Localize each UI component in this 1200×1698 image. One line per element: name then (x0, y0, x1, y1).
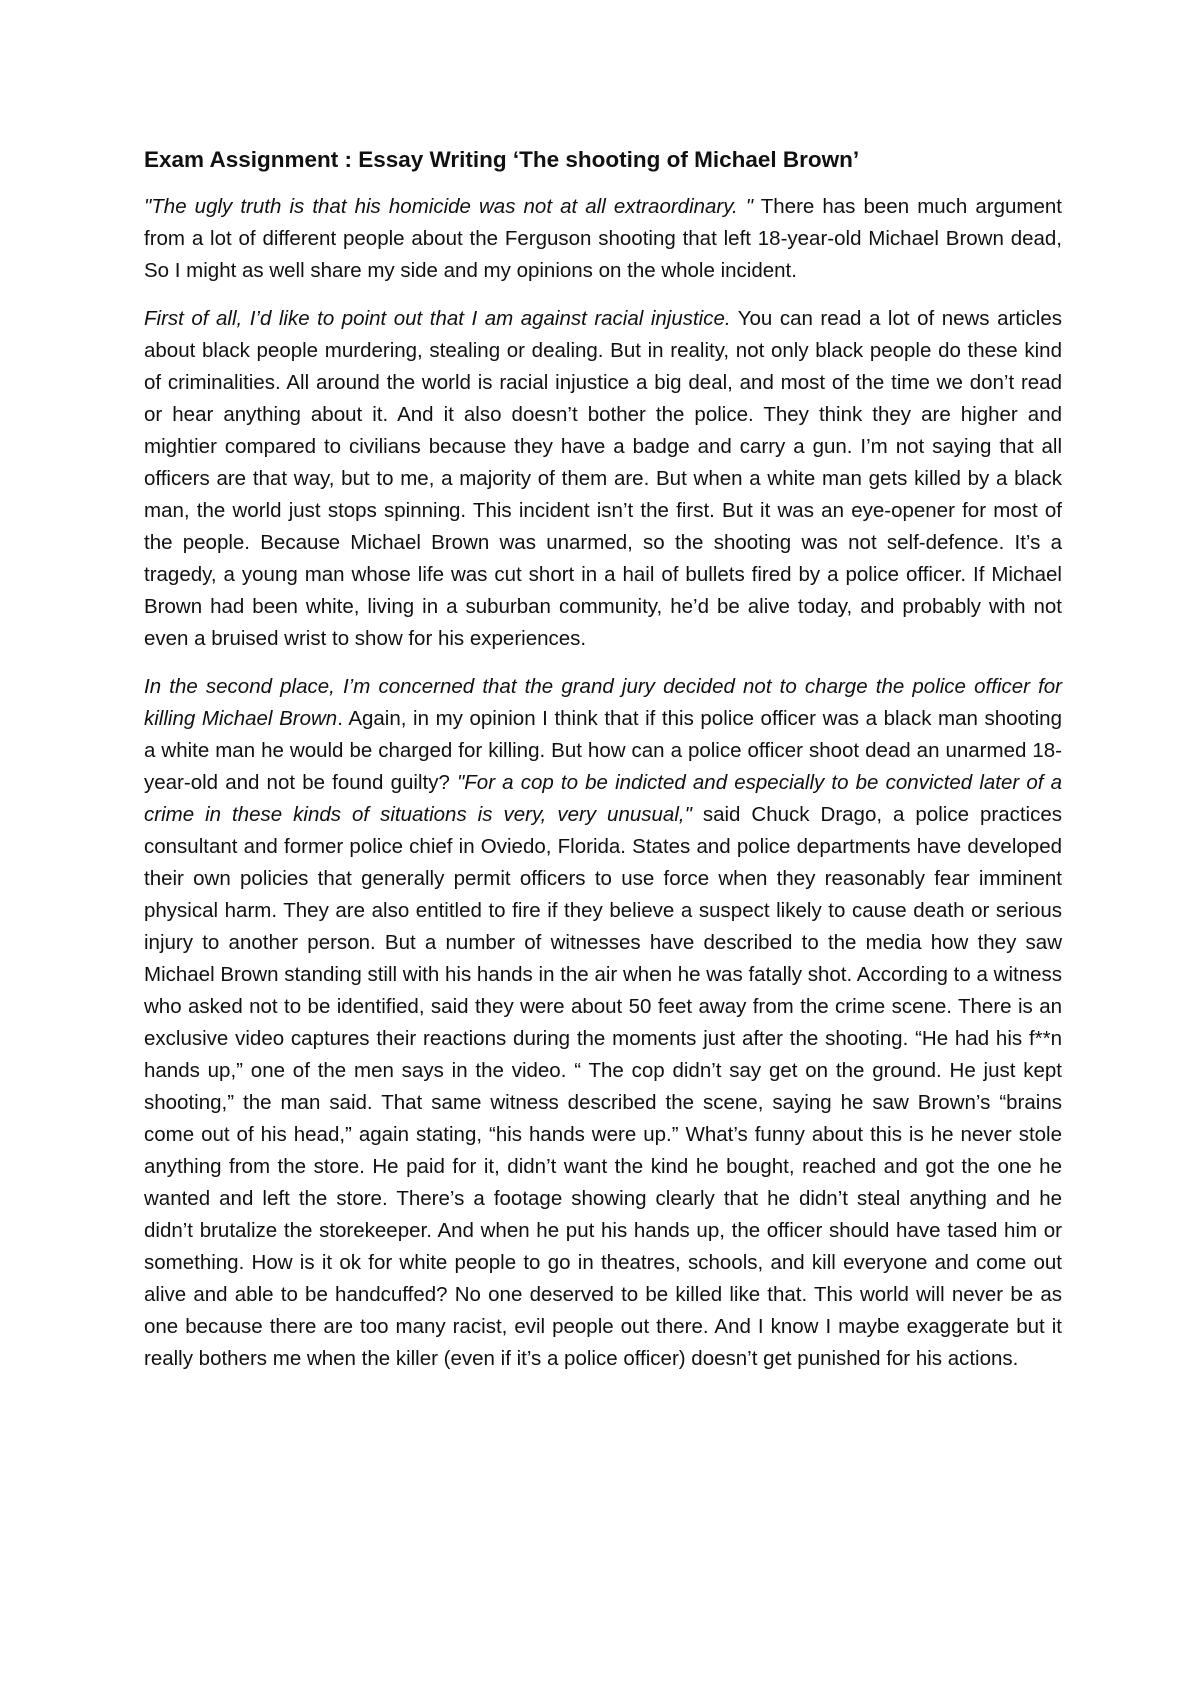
paragraph-intro-text: There has been much argument from a lot of different people about the Ferguson shooting that left 18-year-old Michael Brown dead, So I might as well share my side and my opinions on the whole incident. (144, 195, 1062, 282)
essay-title: Exam Assignment : Essay Writing ‘The shooting of Michael Brown’ (144, 147, 860, 172)
paragraph-intro (144, 191, 1062, 287)
opening-quote: "The ugly truth is that his homicide was not at all extraordinary. " (144, 195, 754, 218)
document-page (144, 145, 1062, 1391)
paragraph-second-point-text: . Again, in my opinion I think that if this police officer was a black man shooting a white man he would be charged for killing. But how can a police officer shoot dead an unarmed 18-year-old and not be found guilty? (144, 707, 1062, 794)
first-point-thesis: First of all, I’d like to point out that I am against racial injustice. (144, 307, 731, 330)
second-point-thesis: In the second place, I’m concerned that the grand jury decided not to charge the police officer for killing Michael Brown (144, 675, 1062, 730)
paragraph-first-point-text: You can read a lot of news articles about black people murdering, stealing or dealing. But in reality, not only black people do these kind of criminalities. All around the world is racial injustice a big deal, and most of the time we don’t read or hear anything about it. And it also doesn’t bother the police. They think they are higher and mightier compared to civilians because they have a badge and carry a gun. I’m not saying that all officers are that way, but to me, a majority of them are. But when a white man gets killed by a black man, the world just stops spinning. This incident isn’t the first. But it was an eye-opener for most of the people. Because Michael Brown was unarmed, so the shooting was not self-defence. It’s a tragedy, a young man whose life was cut short in a hail of bullets fired by a police officer. If Michael Brown had been white, living in a suburban community, he’d be alive today, and probably with not even a bruised wrist to show for his experiences. (144, 307, 1062, 650)
paragraph-first-point (144, 303, 1062, 655)
drago-quote: "For a cop to be indicted and especially to be convicted later of a crime in these kinds of situations is very, very unusual," (144, 771, 1063, 826)
paragraph-second-point-text-2: said Chuck Drago, a police practices consultant and former police chief in Oviedo, Florida. States and police departments have developed their own policies that generally permit officers to use force when they reasonably fear imminent physical harm. They are also entitled to fire if they believe a suspect likely to cause death or serious injury to another person. But a number of witnesses have described to the media how they saw Michael Brown standing still with his hands in the air when he was fatally shot. According to a witness who asked not to be identified, said they were about 50 feet away from the crime scene. There is an exclusive video captures their reactions during the moments just after the shooting. “He had his f**n hands up,” one of the men says in the video. “ The cop didn’t say get on the ground. He just kept shooting,” the man said. That same witness described the scene, saying he saw Brown’s “brains come out of his head,” again stating, “his hands were up.” What’s funny about this is he never stole anything from the store. He paid for it, didn’t want the kind he bought, reached and got the one he wanted and left the store. There’s a footage showing clearly that he didn’t steal anything and he didn’t brutalize the storekeeper. And when he put his hands up, the officer should have tased him or something. How is it ok for white people to go in theatres, schools, and kill everyone and come out alive and able to be handcuffed? No one deserved to be killed like that. This world will never be as one because there are too many racist, evil people out there. And I know I maybe exaggerate but it really bothers me when the killer (even if it’s a police officer) doesn’t get punished for his actions. (144, 803, 1063, 1370)
paragraph-second-point (144, 671, 1062, 1375)
